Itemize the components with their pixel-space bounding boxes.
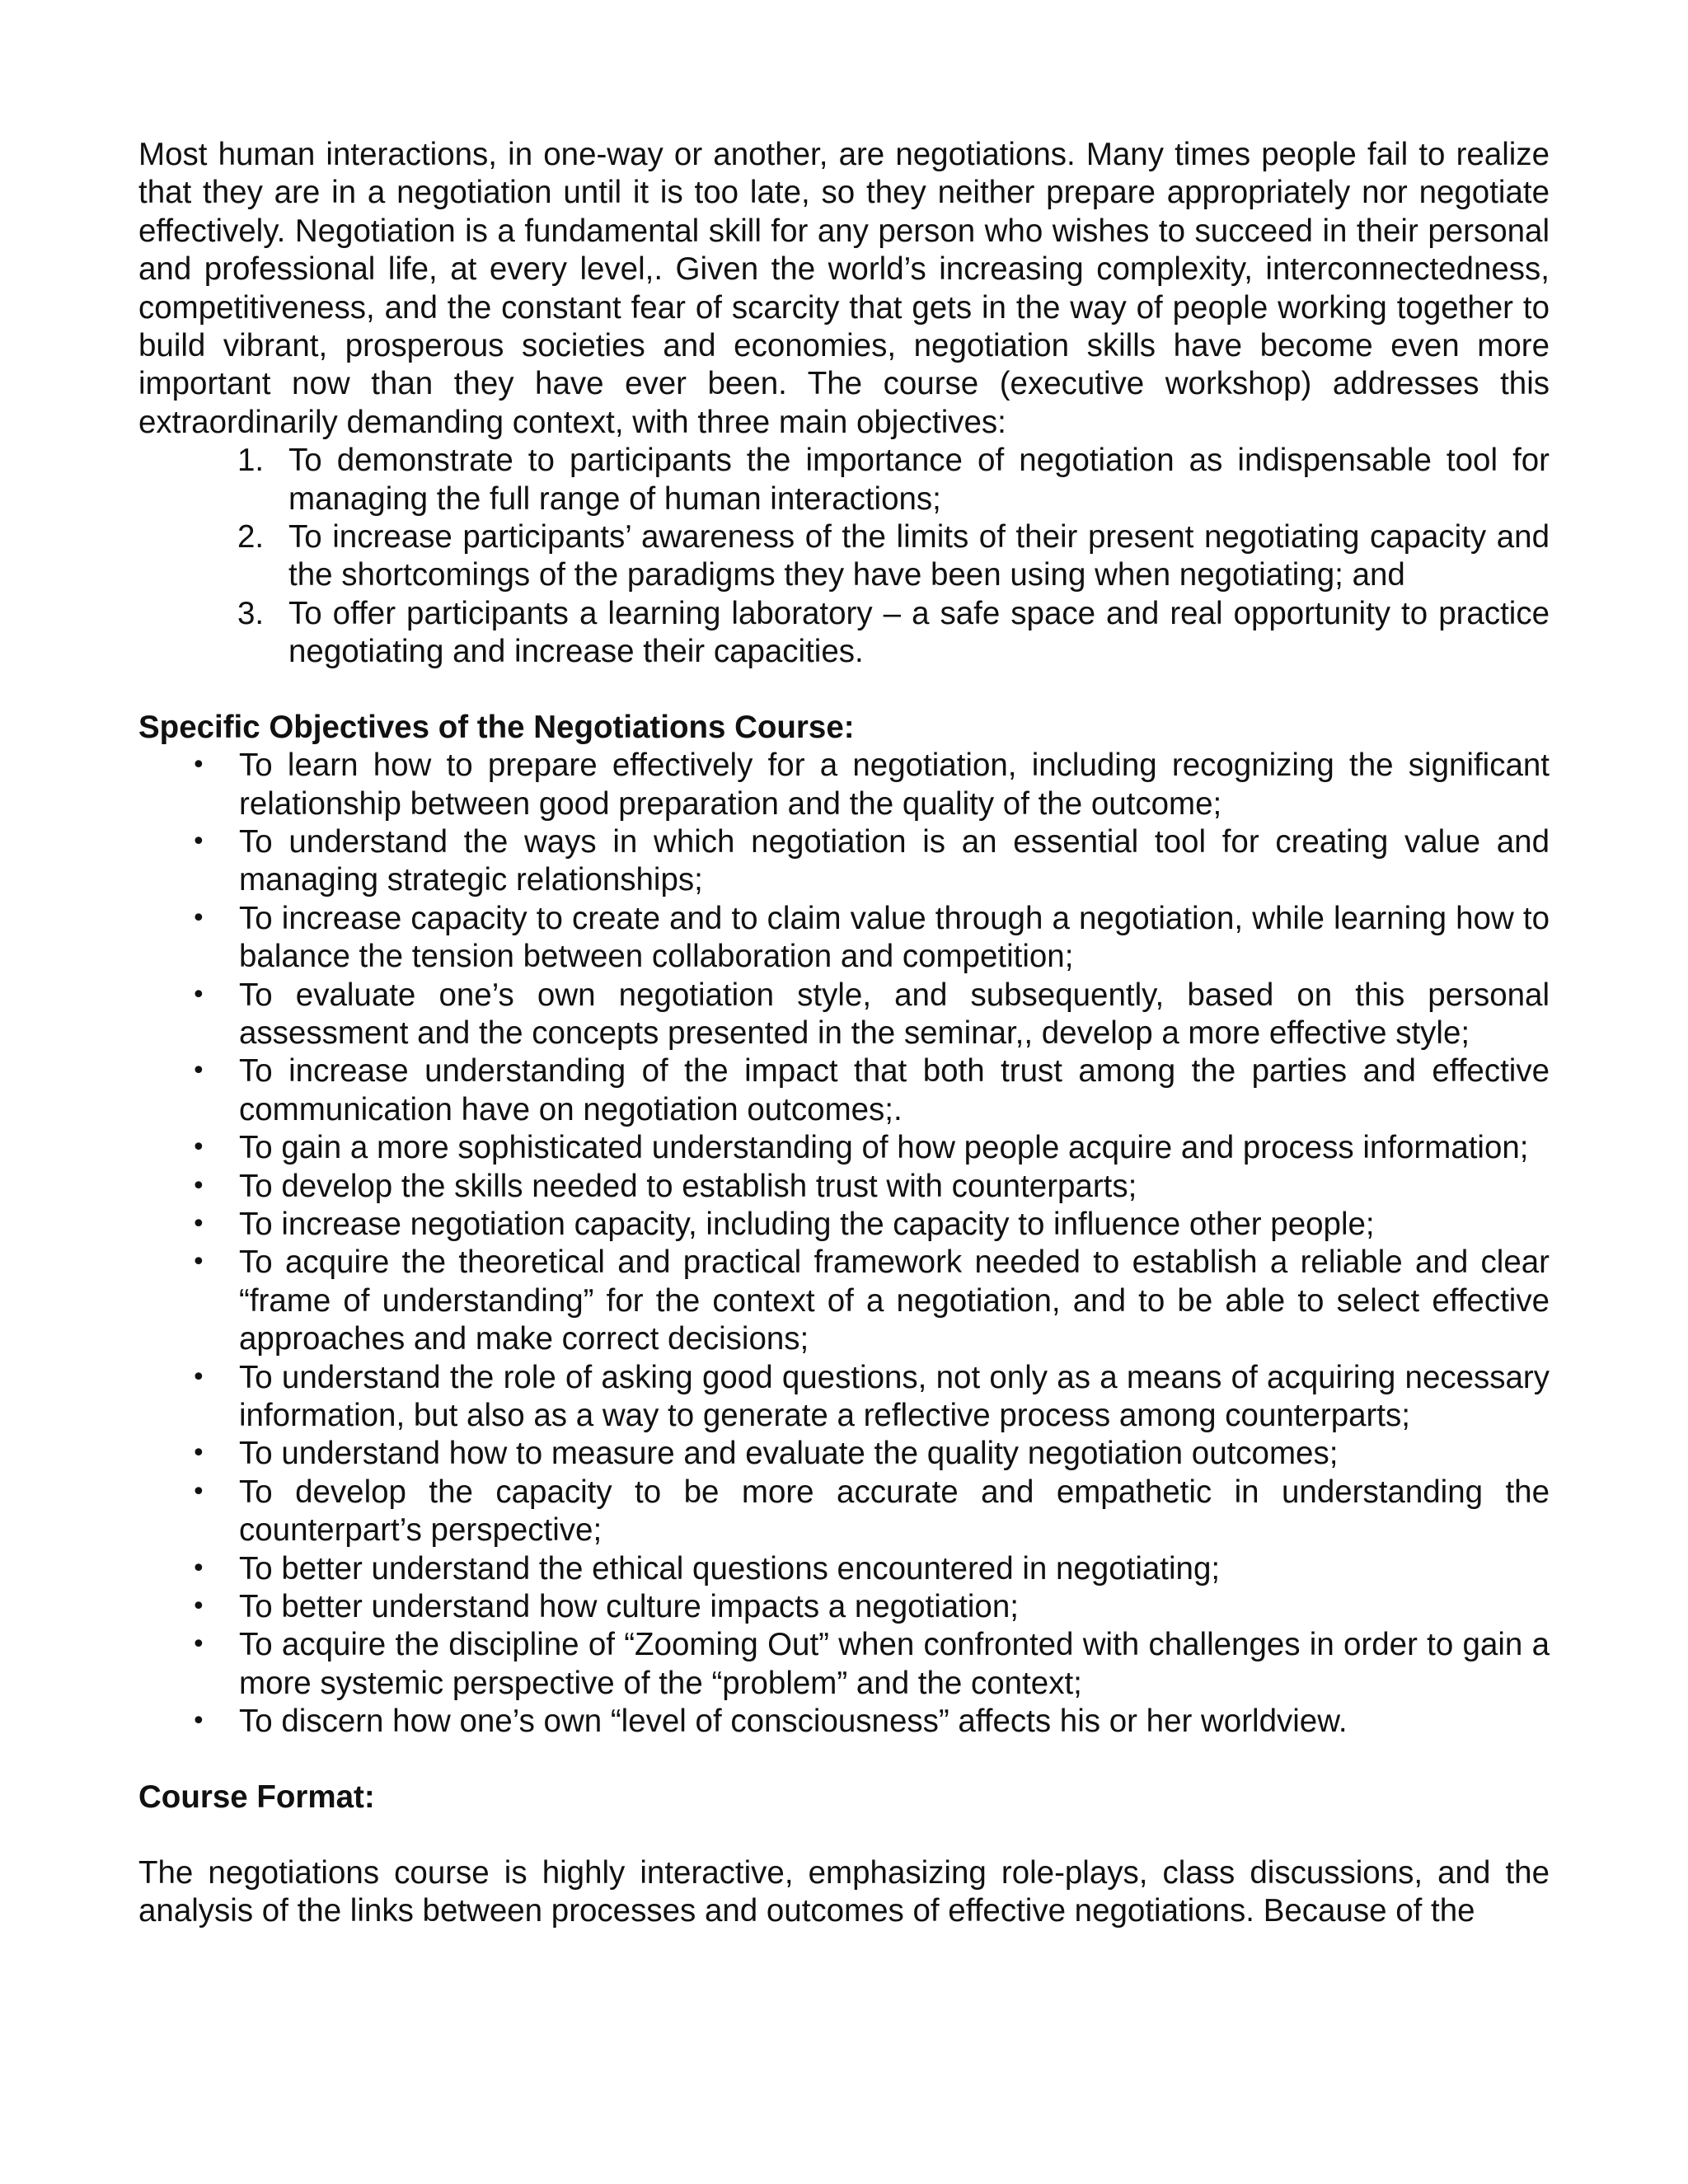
specific-objective-text: To understand the role of asking good questions, not only as a means of acquiring necessary information, but also as a way to generate a reflective process among counterparts;	[239, 1359, 1550, 1433]
specific-objective-text: To increase negotiation capacity, including the capacity to influence other people;	[239, 1206, 1375, 1242]
bullet-icon: •	[191, 1248, 206, 1277]
specific-objective-text: To learn how to prepare effectively for a negotiation, including recognizing the significant relationship between good preparation and the quality of the outcome;	[239, 748, 1550, 822]
bullet-icon: •	[191, 1592, 206, 1622]
main-objective-item	[138, 442, 1550, 518]
bullet-icon: •	[191, 1133, 206, 1163]
specific-objective-item	[138, 1206, 1550, 1244]
specific-objective-text: To understand the ways in which negotiation is an essential tool for creating value and managing strategic relationships;	[239, 823, 1550, 898]
main-objective-item	[138, 518, 1550, 595]
specific-objective-item	[138, 1703, 1550, 1741]
bullet-icon: •	[191, 1171, 206, 1201]
bullet-icon: •	[191, 1209, 206, 1239]
specific-objective-item	[138, 1168, 1550, 1206]
list-number: 3.	[237, 595, 265, 631]
specific-objective-item	[138, 1129, 1550, 1167]
specific-objective-text: To increase capacity to create and to claim value through a negotiation, while learning how to balance the tension between collaboration and competition;	[239, 900, 1550, 975]
main-objective-item	[138, 595, 1550, 672]
bullet-icon: •	[191, 827, 206, 856]
specific-objective-item	[138, 1550, 1550, 1588]
specific-objectives-heading: Specific Objectives of the Negotiations Course:	[138, 709, 855, 745]
specific-objective-text: To develop the capacity to be more accurate and empathetic in understanding the counterpart’s perspective;	[239, 1474, 1550, 1549]
specific-objective-item	[138, 1626, 1550, 1703]
specific-objectives-list	[138, 747, 1550, 1741]
specific-objective-item	[138, 747, 1550, 823]
main-objective-text: To offer participants a learning laboratory – a safe space and real opportunity to practice negotiating and increase their capacities.	[288, 595, 1550, 670]
bullet-icon: •	[191, 903, 206, 933]
document-page	[138, 136, 1550, 1931]
bullet-icon: •	[191, 1554, 206, 1583]
specific-objective-item	[138, 1359, 1550, 1436]
bullet-icon: •	[191, 1057, 206, 1086]
specific-objective-text: To evaluate one’s own negotiation style, and subsequently, based on this personal assessment and the concepts presented in the seminar,, develop a more effective style;	[239, 977, 1550, 1051]
specific-objective-text: To discern how one’s own “level of consciousness” affects his or her worldview.	[239, 1704, 1348, 1740]
bullet-icon: •	[191, 980, 206, 1010]
specific-objective-text: To understand how to measure and evaluate the quality negotiation outcomes;	[239, 1436, 1339, 1472]
specific-objective-text: To acquire the discipline of “Zooming Out” when confronted with challenges in order to gain a more systemic perspective of the “problem” and the context;	[239, 1627, 1550, 1701]
main-objective-text: To increase participants’ awareness of the limits of their present negotiating capacity and the shortcomings of the paradigms they have been using when negotiating; and	[288, 519, 1550, 593]
specific-objective-text: To acquire the theoretical and practical framework needed to establish a reliable and clear “frame of understanding” for the context of a negotiation, and to be able to select effective approaches and make correct decisions;	[239, 1244, 1550, 1357]
specific-objective-item	[138, 1244, 1550, 1358]
specific-objective-text: To better understand how culture impacts a negotiation;	[239, 1589, 1019, 1625]
specific-objective-item	[138, 1474, 1550, 1550]
specific-objective-text: To better understand the ethical questions encountered in negotiating;	[239, 1550, 1221, 1586]
bullet-icon: •	[191, 1477, 206, 1507]
list-number: 2.	[237, 519, 265, 555]
bullet-icon: •	[191, 751, 206, 780]
main-objectives-list	[138, 442, 1550, 671]
specific-objective-item	[138, 1052, 1550, 1129]
bullet-icon: •	[191, 1362, 206, 1392]
specific-objective-text: To develop the skills needed to establish trust with counterparts;	[239, 1168, 1137, 1204]
specific-objective-item	[138, 1588, 1550, 1626]
bullet-icon: •	[191, 1707, 206, 1736]
specific-objective-item	[138, 823, 1550, 900]
course-format-heading: Course Format:	[138, 1779, 375, 1815]
list-number: 1.	[237, 443, 265, 479]
specific-objective-item	[138, 977, 1550, 1053]
specific-objective-text: To gain a more sophisticated understanding of how people acquire and process information;	[239, 1130, 1529, 1166]
specific-objective-item	[138, 1435, 1550, 1473]
bullet-icon: •	[191, 1630, 206, 1660]
bullet-icon: •	[191, 1439, 206, 1469]
intro-paragraph: Most human interactions, in one-way or another, are negotiations. Many times people fail to realize that they are in a negotiation until it is too late, so they neither prepare appropriately nor negotiate effectively. Negotiation is a fundamental skill for any person who wishes to succeed in their personal and professional life, at every level,. Given the world’s increasing complexity, interconnectedness, competitiveness, and the constant fear of scarcity that gets in the way of people working together to build vibrant, prosperous societies and economies, negotiation skills have become even more important now than they have ever been. The course (executive workshop) addresses this extraordinarily demanding context, with three main objectives:	[138, 137, 1550, 440]
course-format-paragraph: The negotiations course is highly interactive, emphasizing role-plays, class discussions, and the analysis of the links between processes and outcomes of effective negotiations. Because of the	[138, 1855, 1550, 1929]
specific-objective-text: To increase understanding of the impact that both trust among the parties and effective communication have on negotiation outcomes;.	[239, 1053, 1550, 1127]
main-objective-text: To demonstrate to participants the importance of negotiation as indispensable tool for managing the full range of human interactions;	[288, 443, 1550, 517]
specific-objective-item	[138, 900, 1550, 977]
